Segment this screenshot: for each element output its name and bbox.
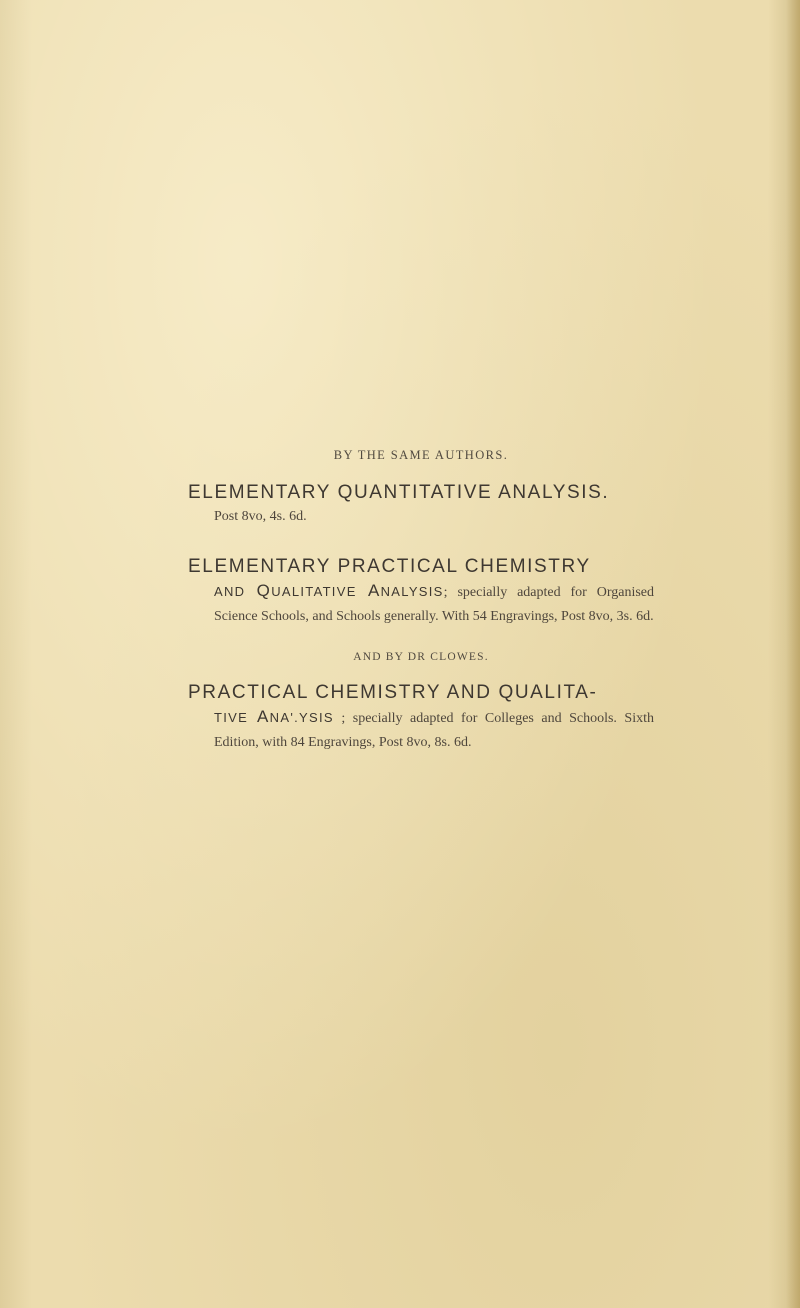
entry-subtitle-part: A <box>367 581 381 600</box>
sub-header: AND BY DR CLOWES. <box>353 651 489 663</box>
page-edge-shadow <box>786 0 800 1308</box>
section-header: BY THE SAME AUTHORS. <box>333 448 509 462</box>
entry-description: ; specially adapted for Colleges and Schools. Sixth Edition, with 84 Engravings, Post 8vo, 8s. 6d. <box>214 711 654 750</box>
entry-details <box>188 705 654 755</box>
entry-subtitle-part: NA'.YSIS <box>269 710 334 725</box>
entry-title: ELEMENTARY QUANTITATIVE ANALYSIS. <box>188 482 610 503</box>
entry-subtitle-part: A <box>257 707 270 726</box>
entry-subtitle-part: UALITATIVE <box>271 584 368 599</box>
entry-subtitle-part: TIVE <box>214 710 258 725</box>
entry-title: ELEMENTARY PRACTICAL CHEMISTRY <box>188 556 591 577</box>
entry-subtitle-part: Q <box>256 581 272 600</box>
entry-details: Post 8vo, 4s. 6d. <box>214 509 307 524</box>
entry-title: PRACTICAL CHEMISTRY AND QUALITA- <box>188 682 598 703</box>
entry-subtitle-part: AND <box>214 584 257 599</box>
entry-subtitle-part: NALYSIS <box>380 584 444 599</box>
advertisement-block <box>188 448 654 755</box>
entry-practical-chemistry <box>188 555 654 629</box>
entry-clowes-practical-chemistry <box>188 681 654 755</box>
entry-quantitative-analysis <box>188 481 654 529</box>
entry-description: ; specially adapted for Organised Science Schools, and Schools generally. With 54 Engravings, Post 8vo, 3s. 6d. <box>214 585 655 624</box>
entry-details <box>188 579 654 629</box>
